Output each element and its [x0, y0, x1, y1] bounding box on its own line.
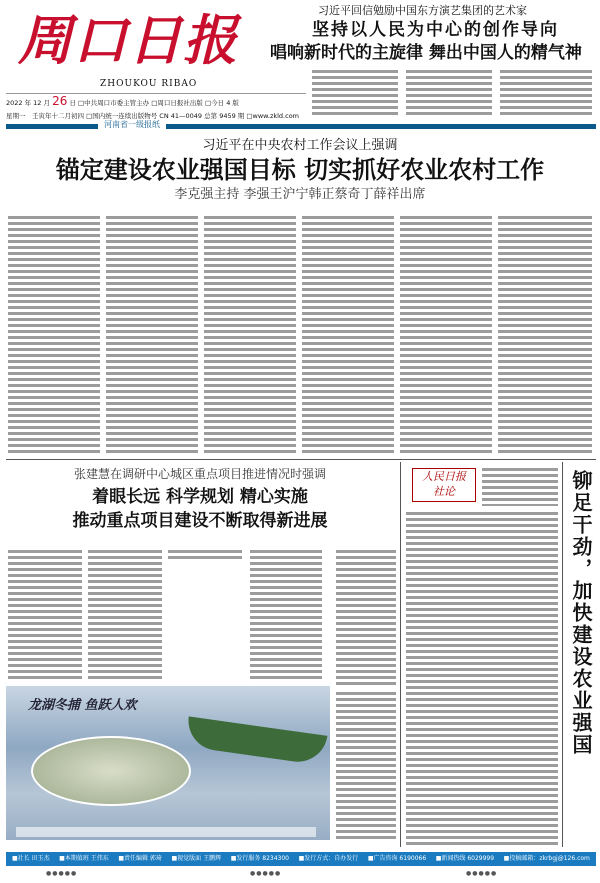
footer-item: ■发行服务 8234300: [230, 855, 289, 862]
issn: □国内统一连续出版物号 CN 41—0049 总第 9459 期: [86, 112, 245, 120]
divider: [562, 462, 563, 847]
local-body-col6: [336, 690, 396, 840]
top-story-body-col1: [312, 68, 398, 118]
footer-bar: [6, 852, 596, 866]
local-body-col1: [8, 548, 82, 682]
dateline: [6, 93, 306, 123]
editorial-body: [406, 510, 558, 845]
lead-body-col6: [498, 214, 592, 454]
footer-item: ■广告咨询 6190066: [367, 855, 427, 862]
website: □www.zkld.com: [246, 112, 300, 120]
top-story-body-col3: [500, 68, 592, 118]
lead-body-col3: [204, 214, 296, 454]
page-count: □今日 4 版: [205, 99, 239, 107]
date-day: 26: [52, 94, 68, 108]
registration-marks: ●●●●●: [466, 870, 498, 877]
section-bar: [6, 124, 596, 129]
lead-body-col4: [302, 214, 394, 454]
editorial-logo-text: 人民日报: [422, 470, 466, 483]
lead-body-col5: [400, 214, 492, 454]
local-body-col5: [336, 548, 396, 686]
top-story-kicker: 习近平回信勉励中国东方演艺集团的艺术家: [318, 4, 527, 17]
photo-caption: [16, 827, 316, 837]
fishing-boat: [185, 716, 328, 765]
footer-item: ■本期值班 王伟东: [59, 855, 109, 862]
weekday: 星期一 壬寅年十二月初四: [6, 112, 84, 120]
divider: [6, 459, 596, 460]
date-suffix: 日: [69, 99, 76, 107]
lead-kicker: 习近平在中央农村工作会议上强调: [202, 138, 398, 153]
lead-body-col2: [106, 214, 198, 454]
local-body-col4: [250, 548, 322, 682]
footer-item: ■投稿邮箱：zkrbgj@126.com: [503, 855, 590, 862]
lead-headline: 锚定建设农业强国目标 切实抓好农业农村工作: [55, 156, 545, 184]
registration-marks: ●●●●●: [250, 870, 282, 877]
news-photo: [6, 686, 330, 840]
local-kicker: 张建慧在调研中心城区重点项目推进情况时强调: [73, 467, 326, 481]
date-prefix: 2022 年 12 月: [6, 99, 51, 107]
local-body-col2: [88, 548, 162, 682]
footer-item: ■责任编辑 郭琦: [118, 855, 162, 862]
sponsor: □中共周口市委主管主办: [78, 99, 150, 107]
masthead-logo: 周口日报: [18, 8, 238, 72]
local-headline-2: 推动重点项目建设不断取得新进展: [72, 511, 328, 531]
top-story-body-col2: [406, 68, 492, 118]
top-story-headline-1: 坚持以人民为中心的创作导向: [312, 20, 559, 40]
footer-item: ■视觉版面 王鹏辉: [171, 855, 222, 862]
lead-subhead: 李克强主持 李强王沪宁韩正蔡奇丁薛祥出席: [174, 187, 426, 202]
local-headline-1: 着眼长远 科学规划 精心实施: [92, 487, 308, 507]
lead-body-col1: [8, 214, 100, 454]
photo-title: 龙湖冬捕 鱼跃人欢: [28, 698, 137, 713]
local-headline: [0, 485, 400, 533]
footer-item: ■新闻热线 6029999: [435, 855, 495, 862]
publisher: □周口日报社出版: [151, 99, 203, 107]
divider: [400, 462, 401, 847]
editorial-logo: [412, 468, 476, 502]
masthead-pinyin: ZHOUKOU RIBAO: [100, 79, 198, 89]
editorial-body-top: [482, 466, 558, 506]
section-tag: 河南省一级报纸: [98, 120, 166, 130]
footer-item: ■社长 田玉杰: [12, 855, 50, 862]
editorial-logo-sub: 社论: [433, 485, 455, 498]
fish-net-inset: [31, 736, 191, 806]
local-body-col3: [168, 548, 242, 560]
top-story-headline-2: 唱响新时代的主旋律 舞出中国人的精气神: [270, 43, 582, 63]
editorial-headline: 铆足干劲，加快建设农业强国: [569, 470, 593, 756]
footer-item: ■发行方式：自办发行: [298, 855, 359, 862]
registration-marks: ●●●●●: [46, 870, 78, 877]
